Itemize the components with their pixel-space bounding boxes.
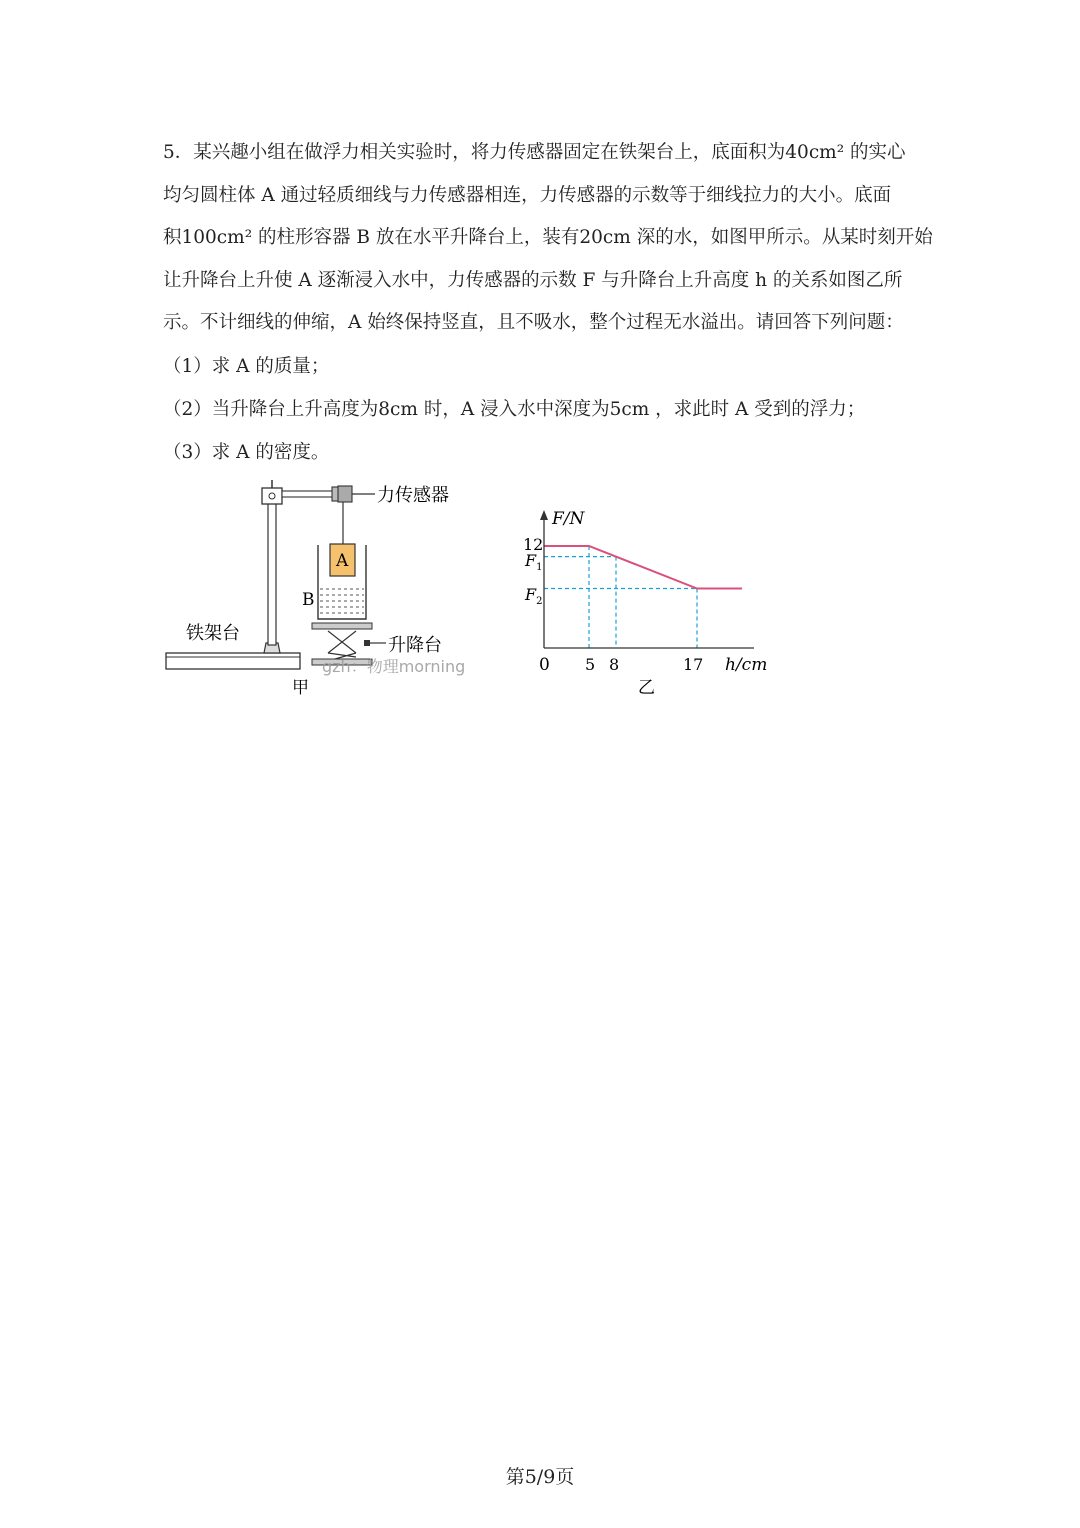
y-tick-f1: $F_1$	[525, 551, 543, 573]
x-tick-5: 5	[585, 655, 596, 674]
caption-yi: 乙	[638, 678, 655, 698]
origin-label: 0	[539, 655, 550, 675]
y-axis-arrow	[540, 510, 548, 520]
problem-statement	[163, 132, 933, 345]
label-b: B	[302, 590, 315, 610]
x-tick-17: 17	[683, 655, 704, 674]
problem-line-2: 均匀圆柱体 A 通过轻质细线与力传感器相连，力传感器的示数等于细线拉力的大小。底面	[163, 184, 892, 206]
y-axis-label: F/N	[552, 509, 585, 529]
y-tick-12: 12	[523, 535, 544, 554]
stand-base	[166, 653, 300, 669]
x-tick-8: 8	[609, 655, 620, 674]
water	[320, 589, 364, 613]
lift-top	[312, 623, 372, 629]
label-force-sensor: 力传感器	[377, 485, 449, 506]
watermark: gzh：物理morning	[322, 657, 466, 676]
caption-jia: 甲	[292, 678, 309, 698]
label-a: A	[336, 551, 349, 571]
problem-line-5: 示。不计细线的伸缩，A 始终保持竖直，且不吸水，整个过程无水溢出。请回答下列问题：	[163, 312, 904, 333]
problem-line-1: 5．某兴趣小组在做浮力相关实验时，将力传感器固定在铁架台上，底面积为40cm² 的实心	[163, 142, 906, 163]
label-stand: 铁架台	[186, 623, 240, 644]
problem-line-3: 积100cm² 的柱形容器 B 放在水平升降台上，装有20cm 深的水，如图甲所示。从某时刻开始	[163, 227, 933, 248]
chart-plot	[544, 546, 742, 648]
x-axis-label: h/cm	[725, 655, 768, 675]
question-1: （1）求 A 的质量；	[163, 356, 330, 377]
stand-rod	[268, 489, 276, 645]
question-3: （3）求 A 的密度。	[163, 442, 330, 463]
figure-jia	[160, 475, 490, 700]
stand-arm	[282, 491, 338, 497]
problem-line-4: 让升降台上升使 A 逐渐浸入水中，力传感器的示数 F 与升降台上升高度 h 的关系如图乙所	[163, 269, 903, 291]
figure-yi	[510, 500, 780, 700]
f-h-curve	[544, 546, 742, 589]
y-tick-f2: $F_2$	[525, 585, 543, 607]
label-lift: 升降台	[388, 635, 442, 656]
page-footer: 第5/9页	[505, 1466, 575, 1488]
question-2: （2）当升降台上升高度为8cm 时，A 浸入水中深度为5cm ，求此时 A 受到的浮力；	[163, 399, 866, 420]
